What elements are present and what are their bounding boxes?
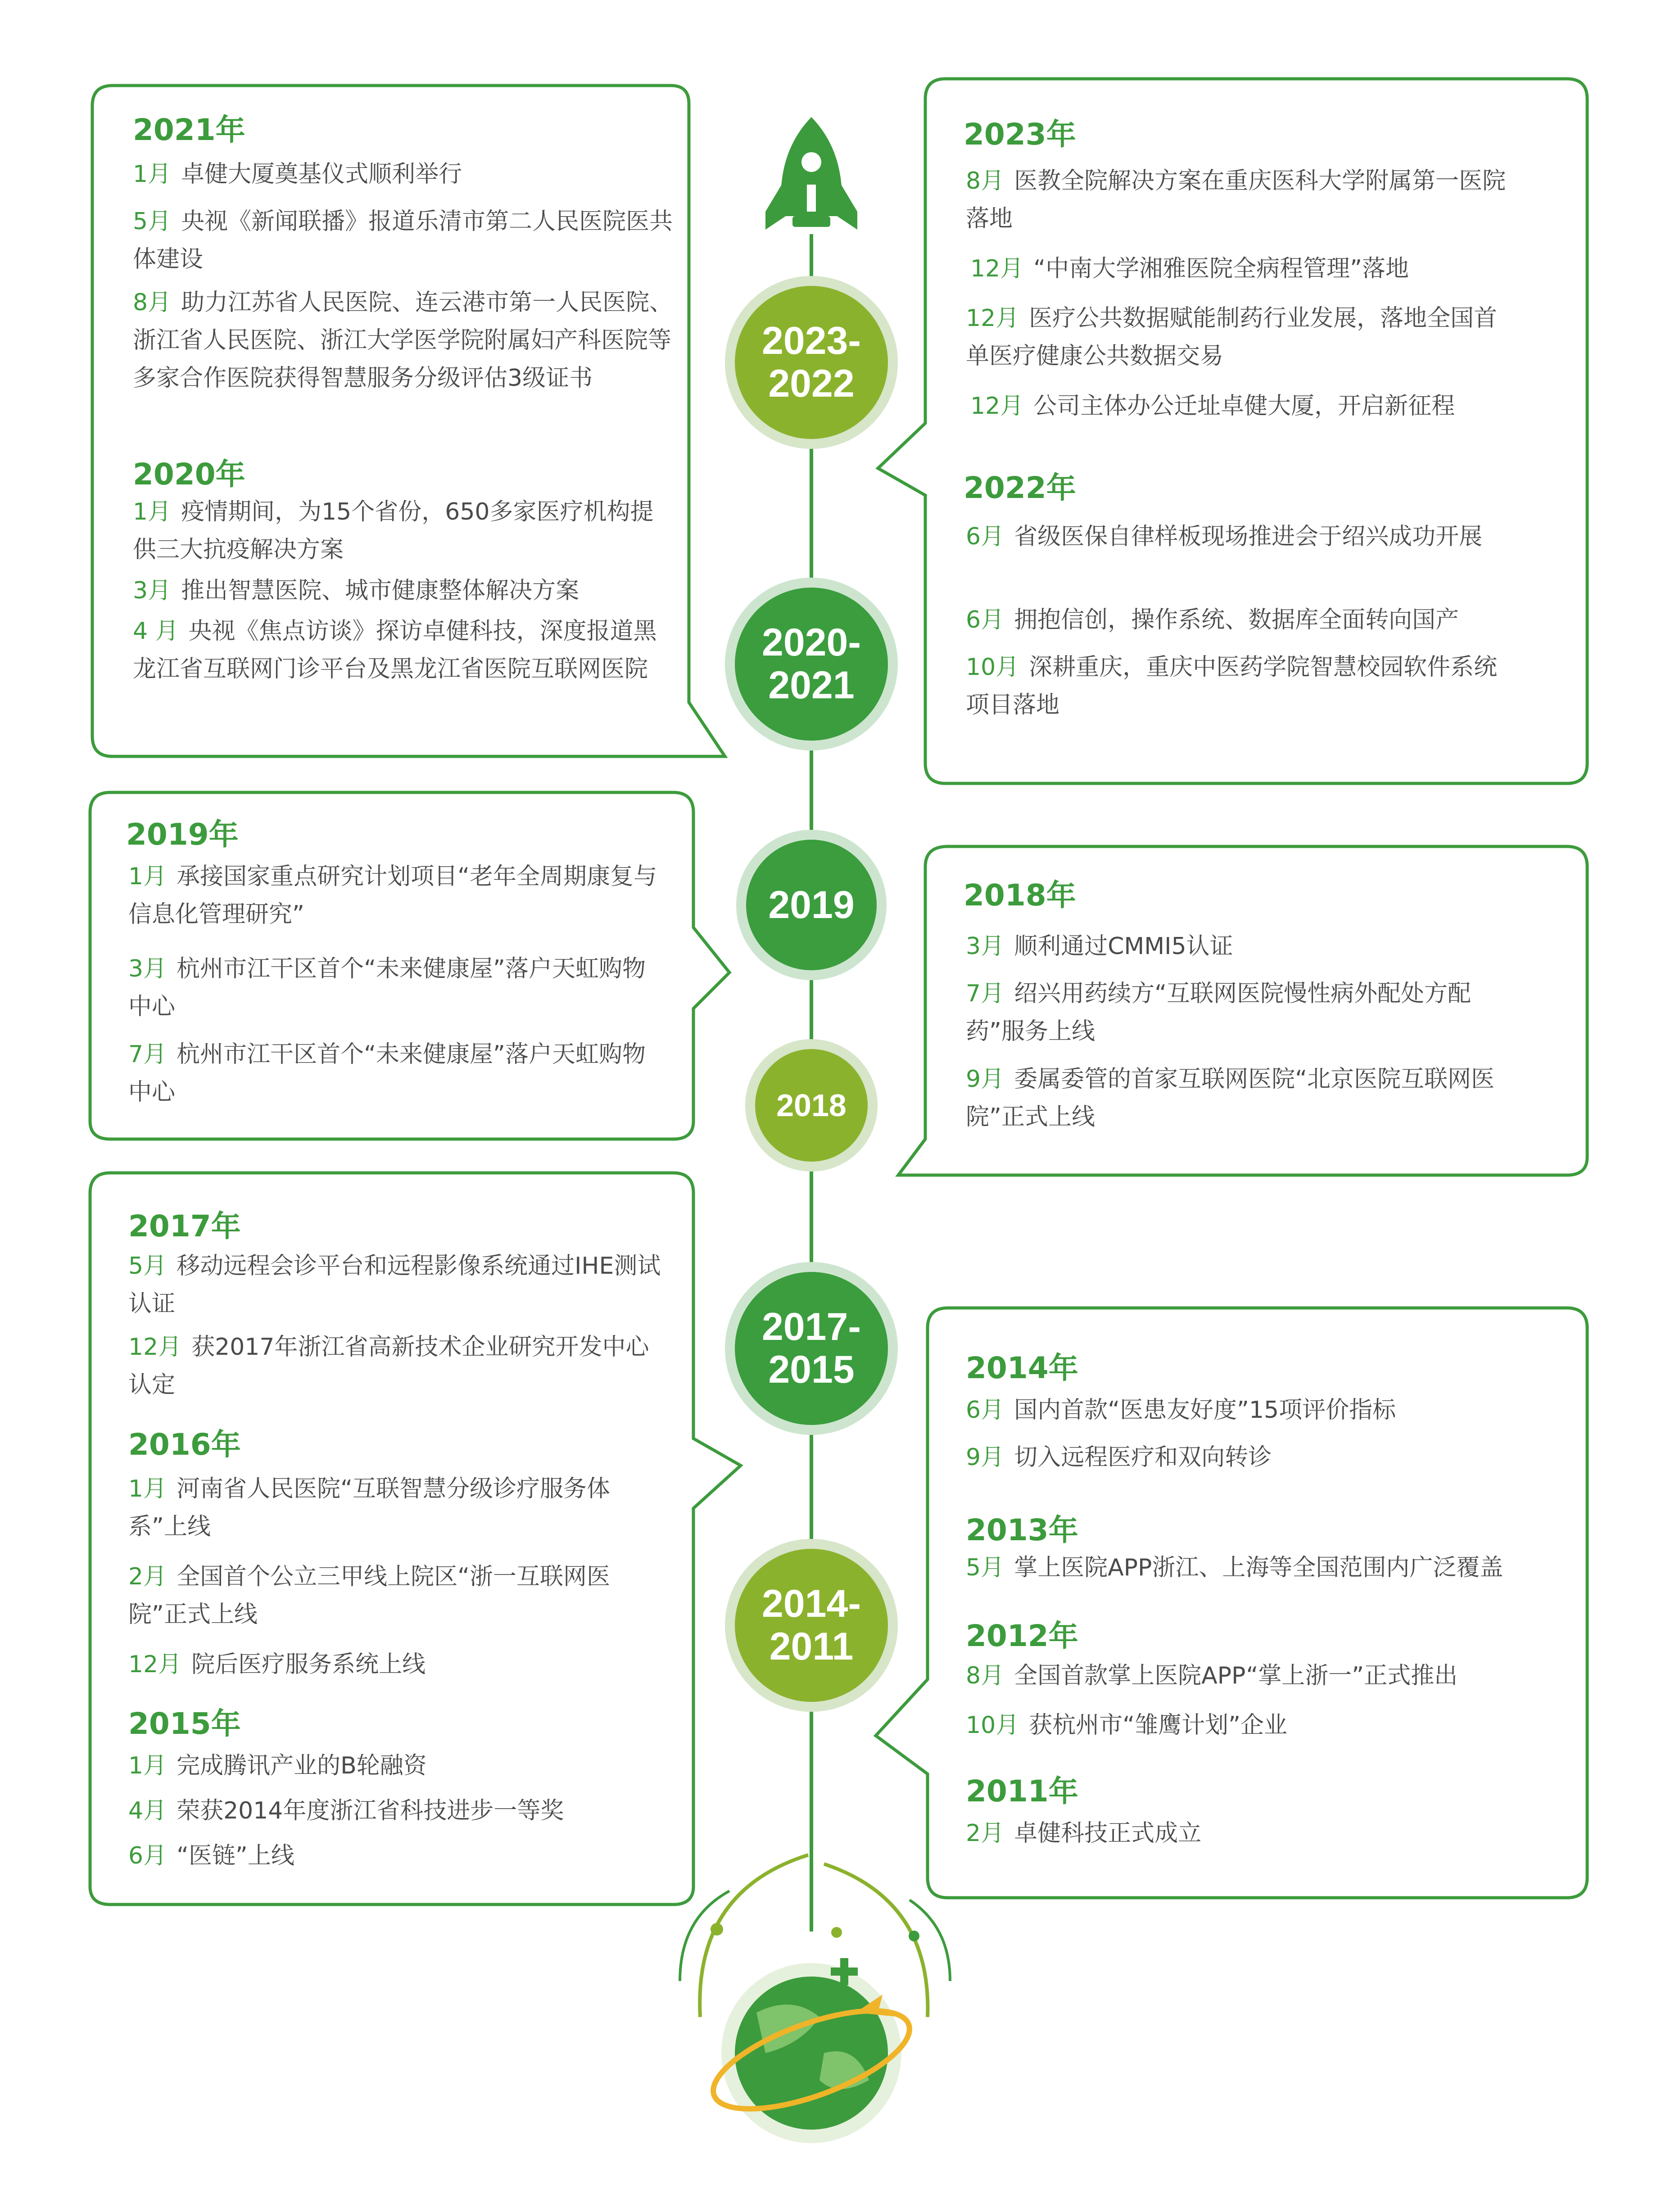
event-item [133,203,673,278]
event-month: 10月 [966,654,1019,681]
event-text: 顺利通过CMMI5认证 [1014,933,1233,960]
event-text: 获杭州市“雏鹰计划”企业 [1029,1712,1288,1739]
event-item [133,284,673,397]
event-month: 1月 [133,161,172,188]
year-heading: 2015年 [128,1706,241,1741]
event-month: 8月 [966,167,1005,195]
node-2023-2022: 2023- 2022 [735,286,888,439]
event-item [966,601,1506,639]
event-text: 绍兴用药续方“互联网医院慢性病外配处方配药”服务上线 [966,980,1471,1045]
node-2017-2015: 2017- 2015 [735,1272,888,1425]
event-text: “医链”上线 [177,1842,294,1869]
event-item [128,1747,669,1785]
year-heading: 2021年 [133,113,245,147]
event-month: 5月 [966,1554,1005,1581]
year-heading: 2011年 [966,1774,1078,1809]
event-item [128,1792,669,1830]
event-month: 1月 [133,498,172,525]
event-month: 12月 [128,1334,182,1361]
event-text: 院后医疗服务系统上线 [191,1651,426,1678]
event-month: 1月 [128,863,167,890]
event-month: 6月 [966,1397,1005,1424]
event-month: 6月 [128,1842,167,1869]
event-text: 助力江苏省人民医院、连云港市第一人民医院、浙江省人民医院、浙江大学医学院附属妇产科医院等多家合作医院获得智慧服务分级评估3级证书 [133,289,673,392]
event-month: 5月 [128,1253,167,1280]
event-month: 8月 [966,1662,1005,1689]
event-item [128,1247,669,1323]
event-text: 拥抱信创，操作系统、数据库全面转向国产 [1014,606,1459,633]
event-month: 9月 [966,1066,1005,1093]
event-item [966,299,1506,375]
year-heading: 2014年 [966,1351,1078,1385]
event-month: 7月 [128,1041,167,1068]
event-text: 医教全院解决方案在重庆医科大学附属第一医院落地 [966,167,1506,232]
event-item [970,387,1511,425]
event-month: 12月 [970,255,1024,282]
node-2014-2011: 2014- 2011 [735,1549,888,1702]
event-month: 12月 [966,305,1019,332]
event-item [966,1549,1506,1587]
event-text: 疫情期间，为15个省份，650多家医疗机构提供三大抗疫解决方案 [133,498,654,563]
event-text: 完成腾讯产业的B轮融资 [177,1752,427,1779]
year-heading: 2012年 [966,1619,1078,1653]
event-item [128,858,669,933]
event-item [133,155,673,193]
event-text: 央视《焦点访谈》探访卓健科技，深度报道黑龙江省互联网门诊平台及黑龙江省医院互联网医院 [133,618,657,683]
event-item [970,250,1511,288]
event-month: 4月 [128,1797,167,1824]
event-text: 卓健大厦奠基仪式顺利举行 [181,161,462,188]
year-heading: 2019年 [126,817,239,852]
year-heading: 2023年 [964,117,1076,152]
event-item [966,648,1506,724]
event-text: 全国首个公立三甲线上院区“浙一互联网医院”正式上线 [128,1563,611,1628]
year-heading: 2020年 [133,457,245,492]
event-month: 6月 [966,523,1005,550]
year-heading: 2013年 [966,1513,1078,1547]
event-text: 央视《新闻联播》报道乐清市第二人民医院医共体建设 [133,208,673,273]
event-text: 掌上医院APP浙江、上海等全国范围内广泛覆盖 [1014,1554,1503,1581]
event-month: 12月 [970,393,1024,420]
event-item [133,612,673,688]
year-heading: 2022年 [964,470,1076,505]
event-item [128,1328,669,1404]
event-text: 河南省人民医院“互联智慧分级诊疗服务体系”上线 [128,1475,611,1540]
event-text: 卓健科技正式成立 [1014,1820,1202,1847]
year-heading: 2017年 [128,1209,241,1244]
event-item [128,1036,669,1111]
year-heading: 2016年 [128,1427,241,1462]
event-month: 6月 [966,606,1005,633]
event-text: 承接国家重点研究计划项目“老年全周期康复与信息化管理研究” [128,863,657,928]
event-item [966,927,1506,965]
event-text: 推出智慧医院、城市健康整体解决方案 [181,577,579,604]
node-2018: 2018 [755,1049,868,1162]
event-month: 7月 [966,980,1005,1007]
node-2019: 2019 [746,840,877,970]
event-text: 全国首款掌上医院APP“掌上浙一”正式推出 [1014,1662,1458,1689]
event-item [966,1060,1506,1136]
event-item [966,1657,1506,1695]
event-item [128,1558,669,1633]
event-month: 2月 [966,1820,1005,1847]
event-month: 8月 [133,289,172,316]
event-text: 国内首款“医患友好度”15项评价指标 [1014,1397,1396,1424]
event-month: 3月 [133,577,172,604]
event-item [966,518,1506,556]
event-item [966,1706,1506,1744]
event-text: “中南大学湘雅医院全病程管理”落地 [1033,255,1409,282]
event-text: 深耕重庆，重庆中医药学院智慧校园软件系统项目落地 [966,654,1498,719]
event-month: 1月 [128,1475,167,1502]
event-month: 3月 [966,933,1005,960]
event-item [966,1438,1506,1476]
event-month: 3月 [128,955,167,982]
event-item [133,493,673,569]
event-text: 切入远程医疗和双向转诊 [1014,1444,1272,1471]
event-month: 5月 [133,208,172,235]
event-item [966,1391,1506,1429]
globe-icon [680,1855,950,2143]
event-text: 省级医保自律样板现场推进会于绍兴成功开展 [1014,523,1483,550]
event-text: 荣获2014年度浙江省科技进步一等奖 [177,1797,564,1824]
event-item [966,162,1506,238]
event-item [966,1814,1506,1852]
event-text: 公司主体办公迁址卓健大厦，开启新征程 [1033,393,1455,420]
event-item [128,1837,669,1875]
event-item [133,572,673,610]
event-item [128,950,669,1026]
year-heading: 2018年 [964,878,1076,913]
event-month: 1月 [128,1752,167,1779]
event-text: 杭州市江干区首个“未来健康屋”落户天虹购物中心 [128,955,646,1020]
event-text: 移动远程会诊平台和远程影像系统通过IHE测试认证 [128,1253,661,1317]
event-text: 杭州市江干区首个“未来健康屋”落户天虹购物中心 [128,1041,646,1106]
event-month: 10月 [966,1712,1019,1739]
event-item [128,1470,669,1546]
node-2020-2021: 2020- 2021 [735,588,888,741]
event-text: 医疗公共数据赋能制药行业发展，落地全国首单医疗健康公共数据交易 [966,305,1498,370]
event-text: 委属委管的首家互联网医院“北京医院互联网医院”正式上线 [966,1066,1495,1131]
event-month: 12月 [128,1651,182,1678]
event-text: 获2017年浙江省高新技术企业研究开发中心认定 [128,1334,649,1398]
rocket-icon [765,117,857,230]
event-month: 2月 [128,1563,167,1590]
event-item [966,975,1506,1050]
event-item [128,1646,669,1683]
event-month: 9月 [966,1444,1005,1471]
event-month: 4 月 [133,618,179,645]
